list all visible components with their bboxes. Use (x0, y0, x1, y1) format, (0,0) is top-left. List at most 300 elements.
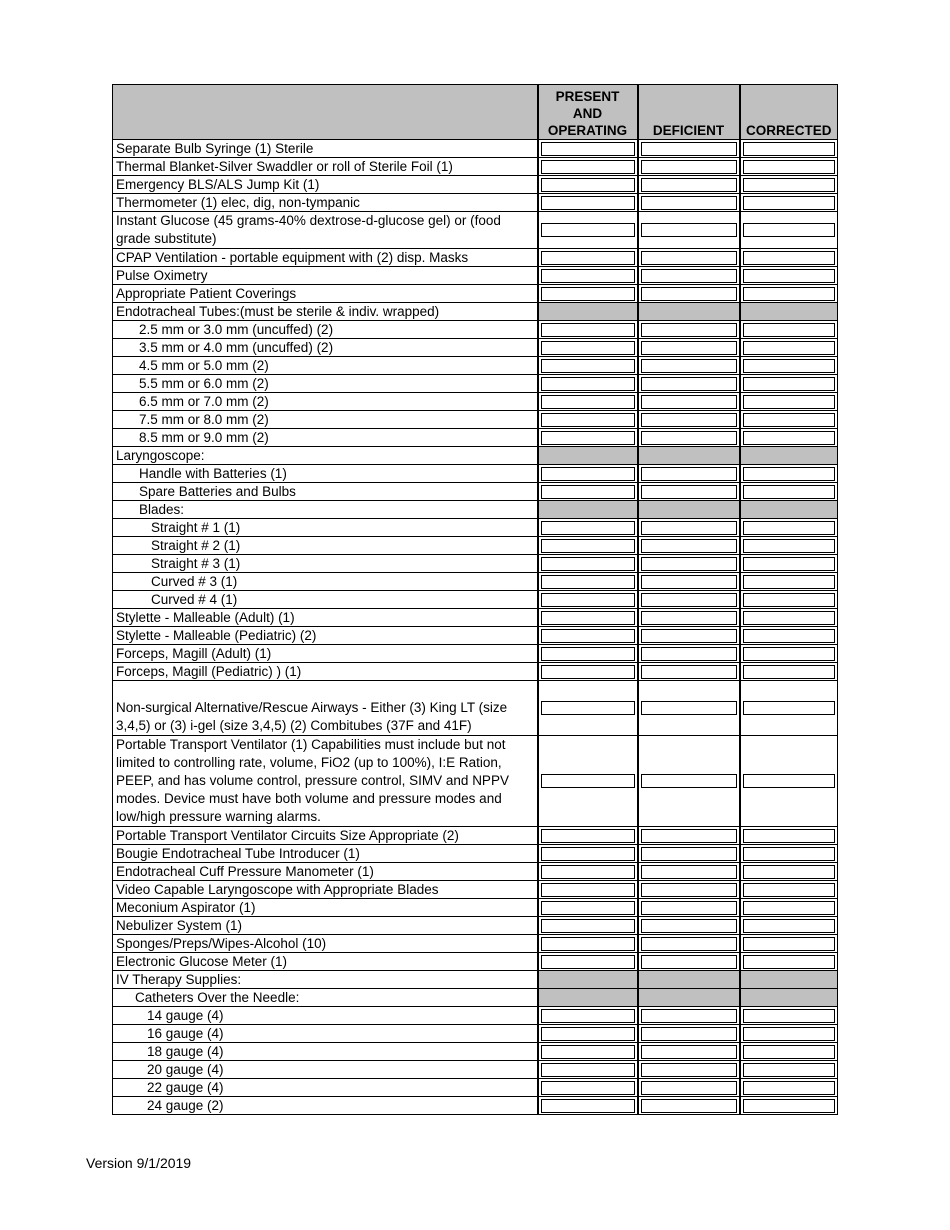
corrected-cell[interactable] (740, 375, 838, 393)
deficient-cell[interactable] (638, 681, 740, 736)
present-operating-cell[interactable] (538, 429, 638, 447)
deficient-cell[interactable] (638, 339, 740, 357)
deficient-checkbox[interactable] (641, 377, 737, 391)
corrected-checkbox[interactable] (743, 467, 836, 481)
item-label: Straight # 3 (1) (113, 555, 538, 573)
deficient-checkbox[interactable] (641, 1027, 737, 1041)
deficient-cell[interactable] (638, 1007, 740, 1025)
item-label: 2.5 mm or 3.0 mm (uncuffed) (2) (113, 321, 538, 339)
checklist-row (113, 1097, 838, 1115)
present-operating-cell[interactable] (538, 321, 638, 339)
corrected-checkbox[interactable] (743, 1099, 836, 1113)
deficient-checkbox[interactable] (641, 223, 737, 237)
present-operating-cell[interactable] (538, 393, 638, 411)
present-operating-checkbox[interactable] (541, 1099, 635, 1113)
present-operating-cell[interactable] (538, 158, 638, 176)
deficient-cell[interactable] (638, 375, 740, 393)
present-operating-checkbox[interactable] (541, 467, 635, 481)
checklist-row (113, 663, 838, 681)
corrected-cell[interactable] (740, 627, 838, 645)
checklist-row (113, 1079, 838, 1097)
corrected-checkbox[interactable] (743, 413, 836, 427)
checklist-row (113, 863, 838, 881)
checklist-row (113, 1025, 838, 1043)
corrected-cell[interactable] (740, 1061, 838, 1079)
corrected-cell[interactable] (740, 663, 838, 681)
checklist-row (113, 681, 838, 736)
present-operating-cell[interactable] (538, 845, 638, 863)
present-operating-cell[interactable] (538, 555, 638, 573)
present-operating-cell[interactable] (538, 339, 638, 357)
corrected-checkbox[interactable] (743, 647, 836, 661)
corrected-checkbox[interactable] (743, 593, 836, 607)
checklist-row (113, 465, 838, 483)
deficient-checkbox[interactable] (641, 196, 737, 210)
corrected-checkbox[interactable] (743, 847, 836, 861)
present-operating-checkbox[interactable] (541, 359, 635, 373)
present-operating-cell[interactable] (538, 267, 638, 285)
deficient-cell[interactable] (638, 140, 740, 158)
deficient-checkbox[interactable] (641, 937, 737, 951)
present-operating-cell[interactable] (538, 483, 638, 501)
deficient-checkbox[interactable] (641, 647, 737, 661)
corrected-cell[interactable] (740, 393, 838, 411)
present-operating-checkbox[interactable] (541, 142, 635, 156)
checklist-row (113, 447, 838, 465)
deficient-cell[interactable] (638, 845, 740, 863)
deficient-checkbox[interactable] (641, 395, 737, 409)
corrected-cell[interactable] (740, 953, 838, 971)
present-operating-checkbox[interactable] (541, 629, 635, 643)
present-operating-cell[interactable] (538, 357, 638, 375)
present-operating-cell[interactable] (538, 1079, 638, 1097)
corrected-cell[interactable] (740, 339, 838, 357)
checklist-row (113, 212, 838, 249)
corrected-cell[interactable] (740, 267, 838, 285)
present-operating-cell[interactable] (538, 881, 638, 899)
corrected-checkbox[interactable] (743, 323, 836, 337)
present-operating-cell[interactable] (538, 537, 638, 555)
item-label: Blades: (113, 501, 538, 519)
corrected-cell[interactable] (740, 863, 838, 881)
corrected-checkbox[interactable] (743, 287, 836, 301)
present-operating-checkbox[interactable] (541, 847, 635, 861)
corrected-cell[interactable] (740, 1043, 838, 1061)
present-operating-checkbox[interactable] (541, 955, 635, 969)
deficient-checkbox[interactable] (641, 485, 737, 499)
corrected-cell[interactable] (740, 249, 838, 267)
corrected-checkbox[interactable] (743, 1081, 836, 1095)
deficient-checkbox[interactable] (641, 883, 737, 897)
deficient-checkbox[interactable] (641, 142, 737, 156)
present-operating-checkbox[interactable] (541, 178, 635, 192)
present-operating-checkbox[interactable] (541, 829, 635, 843)
deficient-checkbox[interactable] (641, 955, 737, 969)
deficient-cell[interactable] (638, 627, 740, 645)
deficient-checkbox[interactable] (641, 593, 737, 607)
present-operating-checkbox[interactable] (541, 485, 635, 499)
checklist-row (113, 1061, 838, 1079)
present-header-line-3: OPERATING (547, 123, 628, 138)
deficient-cell[interactable] (638, 465, 740, 483)
corrected-cell[interactable] (740, 736, 838, 827)
present-operating-checkbox[interactable] (541, 901, 635, 915)
present-operating-cell[interactable] (538, 827, 638, 845)
checklist-row (113, 881, 838, 899)
present-operating-cell[interactable] (538, 249, 638, 267)
deficient-checkbox[interactable] (641, 1099, 737, 1113)
present-operating-cell[interactable] (538, 285, 638, 303)
present-operating-cell[interactable] (538, 411, 638, 429)
checklist-row (113, 573, 838, 591)
deficient-checkbox[interactable] (641, 557, 737, 571)
deficient-cell[interactable] (638, 176, 740, 194)
corrected-checkbox[interactable] (743, 701, 836, 715)
corrected-cell[interactable] (740, 212, 838, 249)
corrected-cell[interactable] (740, 845, 838, 863)
corrected-checkbox[interactable] (743, 1063, 836, 1077)
present-operating-checkbox[interactable] (541, 883, 635, 897)
present-operating-cell[interactable] (538, 863, 638, 881)
present-operating-checkbox[interactable] (541, 269, 635, 283)
item-label: 7.5 mm or 8.0 mm (2) (113, 411, 538, 429)
deficient-checkbox[interactable] (641, 829, 737, 843)
corrected-checkbox[interactable] (743, 1009, 836, 1023)
item-label: Separate Bulb Syringe (1) Sterile (113, 140, 538, 158)
present-operating-checkbox[interactable] (541, 341, 635, 355)
checklist-row (113, 429, 838, 447)
checklist-row (113, 953, 838, 971)
checklist-row (113, 1043, 838, 1061)
present-operating-checkbox[interactable] (541, 323, 635, 337)
corrected-cell[interactable] (740, 140, 838, 158)
corrected-checkbox[interactable] (743, 178, 836, 192)
deficient-cell[interactable] (638, 267, 740, 285)
present-header-line-1: PRESENT (555, 89, 620, 104)
deficient-checkbox[interactable] (641, 611, 737, 625)
corrected-checkbox[interactable] (743, 1027, 836, 1041)
corrected-checkbox[interactable] (743, 359, 836, 373)
present-operating-checkbox[interactable] (541, 223, 635, 237)
present-operating-cell[interactable] (538, 1043, 638, 1061)
present-operating-cell[interactable] (538, 519, 638, 537)
deficient-checkbox[interactable] (641, 1081, 737, 1095)
corrected-cell[interactable] (740, 1007, 838, 1025)
deficient-cell[interactable] (638, 158, 740, 176)
corrected-cell[interactable] (740, 285, 838, 303)
deficient-cell[interactable] (638, 953, 740, 971)
corrected-checkbox[interactable] (743, 377, 836, 391)
present-operating-checkbox[interactable] (541, 665, 635, 679)
deficient-checkbox[interactable] (641, 251, 737, 265)
corrected-checkbox[interactable] (743, 269, 836, 283)
present-operating-checkbox[interactable] (541, 413, 635, 427)
deficient-checkbox[interactable] (641, 413, 737, 427)
deficient-cell[interactable] (638, 863, 740, 881)
present-operating-cell[interactable] (538, 627, 638, 645)
corrected-checkbox[interactable] (743, 196, 836, 210)
deficient-cell[interactable] (638, 483, 740, 501)
present-operating-cell[interactable] (538, 953, 638, 971)
corrected-cell[interactable] (740, 1025, 838, 1043)
corrected-checkbox[interactable] (743, 665, 836, 679)
item-label: 6.5 mm or 7.0 mm (2) (113, 393, 538, 411)
present-operating-checkbox[interactable] (541, 1045, 635, 1059)
deficient-checkbox[interactable] (641, 919, 737, 933)
checklist-row (113, 140, 838, 158)
deficient-checkbox[interactable] (641, 774, 737, 788)
corrected-cell[interactable] (740, 881, 838, 899)
item-label: Non-surgical Alternative/Rescue Airways - Either (3) King LT (size 3,4,5) or (3) i-gel (size 3,4,5) (2) Combitubes (37F and 41F) (113, 681, 538, 736)
deficient-cell[interactable] (638, 519, 740, 537)
present-operating-checkbox[interactable] (541, 701, 635, 715)
deficient-cell[interactable] (638, 917, 740, 935)
present-operating-checkbox[interactable] (541, 1027, 635, 1041)
corrected-checkbox[interactable] (743, 539, 836, 553)
corrected-cell[interactable] (740, 555, 838, 573)
item-label: CPAP Ventilation - portable equipment with (2) disp. Masks (113, 249, 538, 267)
corrected-checkbox[interactable] (743, 883, 836, 897)
corrected-cell[interactable] (740, 483, 838, 501)
present-operating-cell[interactable] (538, 573, 638, 591)
corrected-checkbox[interactable] (743, 341, 836, 355)
corrected-cell[interactable] (740, 519, 838, 537)
present-operating-cell[interactable] (538, 1007, 638, 1025)
deficient-cell[interactable] (638, 249, 740, 267)
present-operating-checkbox[interactable] (541, 774, 635, 788)
item-label: 20 gauge (4) (113, 1061, 538, 1079)
corrected-checkbox[interactable] (743, 937, 836, 951)
deficient-cell[interactable] (638, 1079, 740, 1097)
corrected-cell[interactable] (740, 917, 838, 935)
deficient-checkbox[interactable] (641, 160, 737, 174)
present-operating-cell[interactable] (538, 736, 638, 827)
present-operating-checkbox[interactable] (541, 1009, 635, 1023)
corrected-cell[interactable] (740, 194, 838, 212)
deficient-checkbox[interactable] (641, 575, 737, 589)
checklist-row (113, 501, 838, 519)
present-operating-cell[interactable] (538, 645, 638, 663)
deficient-cell[interactable] (638, 1097, 740, 1115)
deficient-cell[interactable] (638, 429, 740, 447)
present-operating-cell[interactable] (538, 194, 638, 212)
present-operating-checkbox[interactable] (541, 1063, 635, 1077)
checklist-row (113, 285, 838, 303)
corrected-checkbox[interactable] (743, 829, 836, 843)
corrected-cell[interactable] (740, 645, 838, 663)
deficient-cell[interactable] (638, 357, 740, 375)
present-operating-cell[interactable] (538, 465, 638, 483)
deficient-cell[interactable] (638, 609, 740, 627)
present-operating-cell[interactable] (538, 935, 638, 953)
corrected-checkbox[interactable] (743, 629, 836, 643)
present-operating-cell[interactable] (538, 212, 638, 249)
present-operating-checkbox[interactable] (541, 395, 635, 409)
checklist-row (113, 483, 838, 501)
present-operating-cell[interactable] (538, 1061, 638, 1079)
checklist-row (113, 917, 838, 935)
present-operating-cell[interactable] (538, 1097, 638, 1115)
item-label: 16 gauge (4) (113, 1025, 538, 1043)
corrected-checkbox[interactable] (743, 557, 836, 571)
present-header-line-2: AND (572, 106, 603, 121)
deficient-cell[interactable] (638, 663, 740, 681)
deficient-cell (638, 989, 740, 1007)
present-operating-checkbox[interactable] (541, 611, 635, 625)
present-operating-checkbox[interactable] (541, 919, 635, 933)
item-label: 4.5 mm or 5.0 mm (2) (113, 357, 538, 375)
corrected-cell[interactable] (740, 1097, 838, 1115)
deficient-cell[interactable] (638, 393, 740, 411)
corrected-cell[interactable] (740, 1079, 838, 1097)
corrected-checkbox[interactable] (743, 955, 836, 969)
present-operating-cell[interactable] (538, 375, 638, 393)
present-operating-checkbox[interactable] (541, 937, 635, 951)
corrected-cell[interactable] (740, 827, 838, 845)
checklist-row (113, 736, 838, 827)
present-operating-checkbox[interactable] (541, 575, 635, 589)
present-operating-checkbox[interactable] (541, 539, 635, 553)
present-operating-checkbox[interactable] (541, 431, 635, 445)
deficient-checkbox[interactable] (641, 1063, 737, 1077)
corrected-checkbox[interactable] (743, 251, 836, 265)
checklist-row (113, 1007, 838, 1025)
deficient-checkbox[interactable] (641, 341, 737, 355)
deficient-cell[interactable] (638, 591, 740, 609)
deficient-checkbox[interactable] (641, 269, 737, 283)
present-operating-cell[interactable] (538, 681, 638, 736)
corrected-checkbox[interactable] (743, 774, 836, 788)
corrected-cell[interactable] (740, 573, 838, 591)
deficient-cell[interactable] (638, 285, 740, 303)
deficient-checkbox[interactable] (641, 847, 737, 861)
present-operating-checkbox[interactable] (541, 647, 635, 661)
corrected-cell[interactable] (740, 411, 838, 429)
deficient-cell[interactable] (638, 645, 740, 663)
corrected-checkbox[interactable] (743, 901, 836, 915)
present-operating-cell[interactable] (538, 917, 638, 935)
present-operating-cell[interactable] (538, 663, 638, 681)
present-operating-checkbox[interactable] (541, 1081, 635, 1095)
corrected-checkbox[interactable] (743, 521, 836, 535)
checklist-row (113, 393, 838, 411)
present-operating-checkbox[interactable] (541, 865, 635, 879)
deficient-checkbox[interactable] (641, 629, 737, 643)
present-operating-cell[interactable] (538, 1025, 638, 1043)
present-operating-cell[interactable] (538, 899, 638, 917)
corrected-checkbox[interactable] (743, 611, 836, 625)
present-operating-checkbox[interactable] (541, 593, 635, 607)
deficient-cell[interactable] (638, 537, 740, 555)
deficient-checkbox[interactable] (641, 901, 737, 915)
deficient-cell[interactable] (638, 935, 740, 953)
corrected-checkbox[interactable] (743, 1045, 836, 1059)
corrected-checkbox[interactable] (743, 431, 836, 445)
corrected-cell[interactable] (740, 429, 838, 447)
deficient-cell[interactable] (638, 212, 740, 249)
corrected-cell[interactable] (740, 321, 838, 339)
corrected-checkbox[interactable] (743, 395, 836, 409)
deficient-checkbox[interactable] (641, 323, 737, 337)
deficient-checkbox[interactable] (641, 287, 737, 301)
present-operating-cell (538, 447, 638, 465)
deficient-cell[interactable] (638, 736, 740, 827)
deficient-checkbox[interactable] (641, 359, 737, 373)
item-label: Appropriate Patient Coverings (113, 285, 538, 303)
present-operating-cell[interactable] (538, 609, 638, 627)
present-operating-checkbox[interactable] (541, 377, 635, 391)
corrected-cell[interactable] (740, 609, 838, 627)
deficient-checkbox[interactable] (641, 1009, 737, 1023)
checklist-row (113, 321, 838, 339)
deficient-checkbox[interactable] (641, 467, 737, 481)
present-operating-checkbox[interactable] (541, 287, 635, 301)
deficient-cell[interactable] (638, 899, 740, 917)
corrected-cell[interactable] (740, 935, 838, 953)
deficient-checkbox[interactable] (641, 665, 737, 679)
deficient-cell[interactable] (638, 1061, 740, 1079)
item-label: Curved # 3 (1) (113, 573, 538, 591)
corrected-checkbox[interactable] (743, 485, 836, 499)
deficient-checkbox[interactable] (641, 539, 737, 553)
checklist-row (113, 971, 838, 989)
corrected-cell[interactable] (740, 681, 838, 736)
present-operating-cell[interactable] (538, 591, 638, 609)
deficient-cell[interactable] (638, 827, 740, 845)
corrected-cell[interactable] (740, 176, 838, 194)
corrected-cell[interactable] (740, 537, 838, 555)
corrected-checkbox[interactable] (743, 142, 836, 156)
corrected-checkbox[interactable] (743, 160, 836, 174)
present-operating-checkbox[interactable] (541, 196, 635, 210)
corrected-cell[interactable] (740, 591, 838, 609)
deficient-checkbox[interactable] (641, 1045, 737, 1059)
deficient-checkbox[interactable] (641, 178, 737, 192)
deficient-cell[interactable] (638, 411, 740, 429)
present-operating-cell[interactable] (538, 140, 638, 158)
corrected-checkbox[interactable] (743, 223, 836, 237)
corrected-cell[interactable] (740, 158, 838, 176)
deficient-checkbox[interactable] (641, 865, 737, 879)
corrected-checkbox[interactable] (743, 919, 836, 933)
present-operating-checkbox[interactable] (541, 160, 635, 174)
deficient-checkbox[interactable] (641, 431, 737, 445)
deficient-checkbox[interactable] (641, 521, 737, 535)
deficient-cell[interactable] (638, 321, 740, 339)
deficient-cell[interactable] (638, 1043, 740, 1061)
present-operating-checkbox[interactable] (541, 521, 635, 535)
deficient-cell[interactable] (638, 881, 740, 899)
checklist-row (113, 609, 838, 627)
deficient-cell[interactable] (638, 194, 740, 212)
present-operating-checkbox[interactable] (541, 251, 635, 265)
corrected-checkbox[interactable] (743, 865, 836, 879)
corrected-header: CORRECTED (740, 85, 838, 140)
item-label: Handle with Batteries (1) (113, 465, 538, 483)
checklist-row (113, 935, 838, 953)
deficient-cell[interactable] (638, 555, 740, 573)
present-operating-cell[interactable] (538, 176, 638, 194)
corrected-checkbox[interactable] (743, 575, 836, 589)
corrected-cell[interactable] (740, 899, 838, 917)
deficient-cell[interactable] (638, 573, 740, 591)
deficient-cell[interactable] (638, 1025, 740, 1043)
corrected-cell[interactable] (740, 357, 838, 375)
deficient-checkbox[interactable] (641, 701, 737, 715)
corrected-cell[interactable] (740, 465, 838, 483)
present-operating-checkbox[interactable] (541, 557, 635, 571)
item-label: Forceps, Magill (Adult) (1) (113, 645, 538, 663)
